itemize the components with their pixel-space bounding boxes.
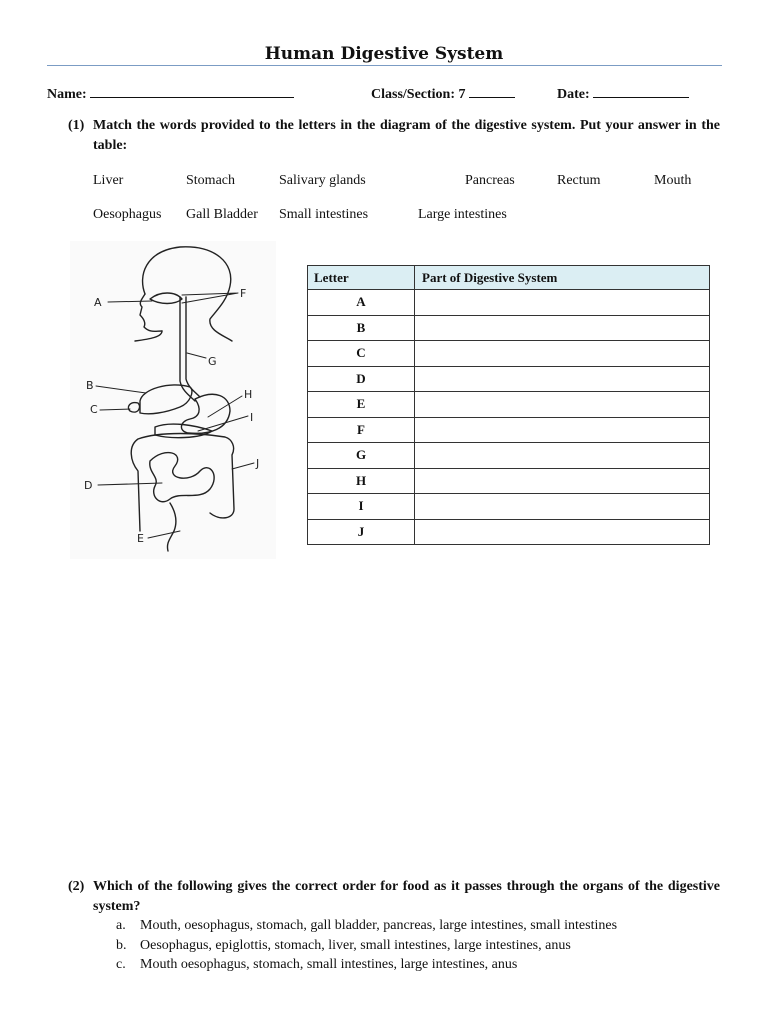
answer-cell[interactable] (415, 392, 710, 418)
question-2-number: (2) (68, 879, 85, 894)
question-1-number: (1) (68, 118, 85, 133)
letter-cell: E (308, 392, 415, 418)
option-a[interactable] (116, 916, 617, 936)
word-bank-item: Salivary glands (279, 173, 366, 188)
letter-cell: C (308, 341, 415, 367)
table-row (308, 494, 710, 520)
table-row (308, 392, 710, 418)
answer-table-header (308, 266, 710, 290)
answer-cell[interactable] (415, 315, 710, 341)
table-row (308, 443, 710, 469)
table-row (308, 315, 710, 341)
date-label: Date: (557, 87, 590, 102)
table-row (308, 290, 710, 316)
question-1 (68, 116, 720, 156)
answer-cell[interactable] (415, 290, 710, 316)
page-title: Human Digestive System (264, 44, 504, 64)
table-row (308, 519, 710, 545)
diagram-label: H (244, 388, 253, 401)
answer-cell[interactable] (415, 341, 710, 367)
question-1-text: Match the words provided to the letters in the diagram of the digestive system. Put your answer in the table: (93, 118, 720, 153)
answer-cell[interactable] (415, 494, 710, 520)
diagram-label: D (84, 479, 93, 492)
letter-cell: F (308, 417, 415, 443)
option-text: Mouth oesophagus, stomach, small intestines, large intestines, anus (140, 957, 518, 972)
answer-cell[interactable] (415, 366, 710, 392)
answer-cell[interactable] (415, 468, 710, 494)
option-label: c. (116, 957, 126, 972)
option-label: b. (116, 937, 127, 953)
name-label: Name: (47, 87, 87, 102)
word-bank-item: Mouth (654, 173, 692, 188)
diagram-label: G (208, 355, 217, 368)
word-bank-item: Pancreas (465, 173, 515, 188)
word-bank-item: Large intestines (418, 207, 507, 222)
class-blank[interactable] (469, 84, 515, 98)
option-c[interactable] (116, 955, 617, 975)
answer-cell[interactable] (415, 417, 710, 443)
answer-table (307, 265, 710, 545)
title-divider (47, 65, 722, 66)
letter-cell: H (308, 468, 415, 494)
diagram-label: I (250, 411, 254, 424)
diagram-label: B (86, 379, 94, 392)
diagram-label: F (240, 287, 247, 300)
letter-cell: B (308, 315, 415, 341)
diagram-label: J (256, 457, 260, 470)
letter-column-header: Letter (308, 266, 415, 290)
question-2-options (116, 916, 617, 975)
class-field[interactable] (371, 84, 515, 103)
table-row (308, 366, 710, 392)
table-row (308, 341, 710, 367)
letter-cell: D (308, 366, 415, 392)
question-2-text: Which of the following gives the correct order for food as it passes through the organs of the digestive system? (93, 879, 720, 914)
word-bank-item: Small intestines (279, 207, 369, 222)
name-field[interactable] (47, 84, 294, 103)
option-label: a. (116, 918, 126, 933)
part-column-header: Part of Digestive System (415, 266, 710, 290)
word-bank-item: Rectum (557, 173, 601, 188)
letter-cell: I (308, 494, 415, 520)
date-field[interactable] (557, 84, 689, 103)
answer-cell[interactable] (415, 519, 710, 545)
letter-cell: J (308, 519, 415, 545)
name-blank[interactable] (90, 84, 294, 98)
diagram-label: A (94, 296, 102, 309)
table-row (308, 468, 710, 494)
word-bank-item: Liver (93, 173, 124, 188)
question-2 (68, 877, 720, 917)
option-text: Mouth, oesophagus, stomach, gall bladder, pancreas, large intestines, small intestines (140, 918, 618, 933)
word-bank-item: Oesophagus (93, 207, 162, 222)
diagram-label: C (90, 403, 98, 416)
date-blank[interactable] (593, 84, 689, 98)
word-bank-item: Gall Bladder (186, 207, 258, 222)
class-label: Class/Section: 7 (371, 87, 466, 102)
diagram-label: E (137, 532, 144, 545)
letter-cell: G (308, 443, 415, 469)
letter-cell: A (308, 290, 415, 316)
option-b[interactable] (116, 936, 617, 956)
digestive-system-diagram (70, 241, 276, 559)
table-row (308, 417, 710, 443)
option-text: Oesophagus, epiglottis, stomach, liver, small intestines, large intestines, anus (140, 937, 571, 953)
word-bank-item: Stomach (186, 173, 235, 188)
answer-cell[interactable] (415, 443, 710, 469)
